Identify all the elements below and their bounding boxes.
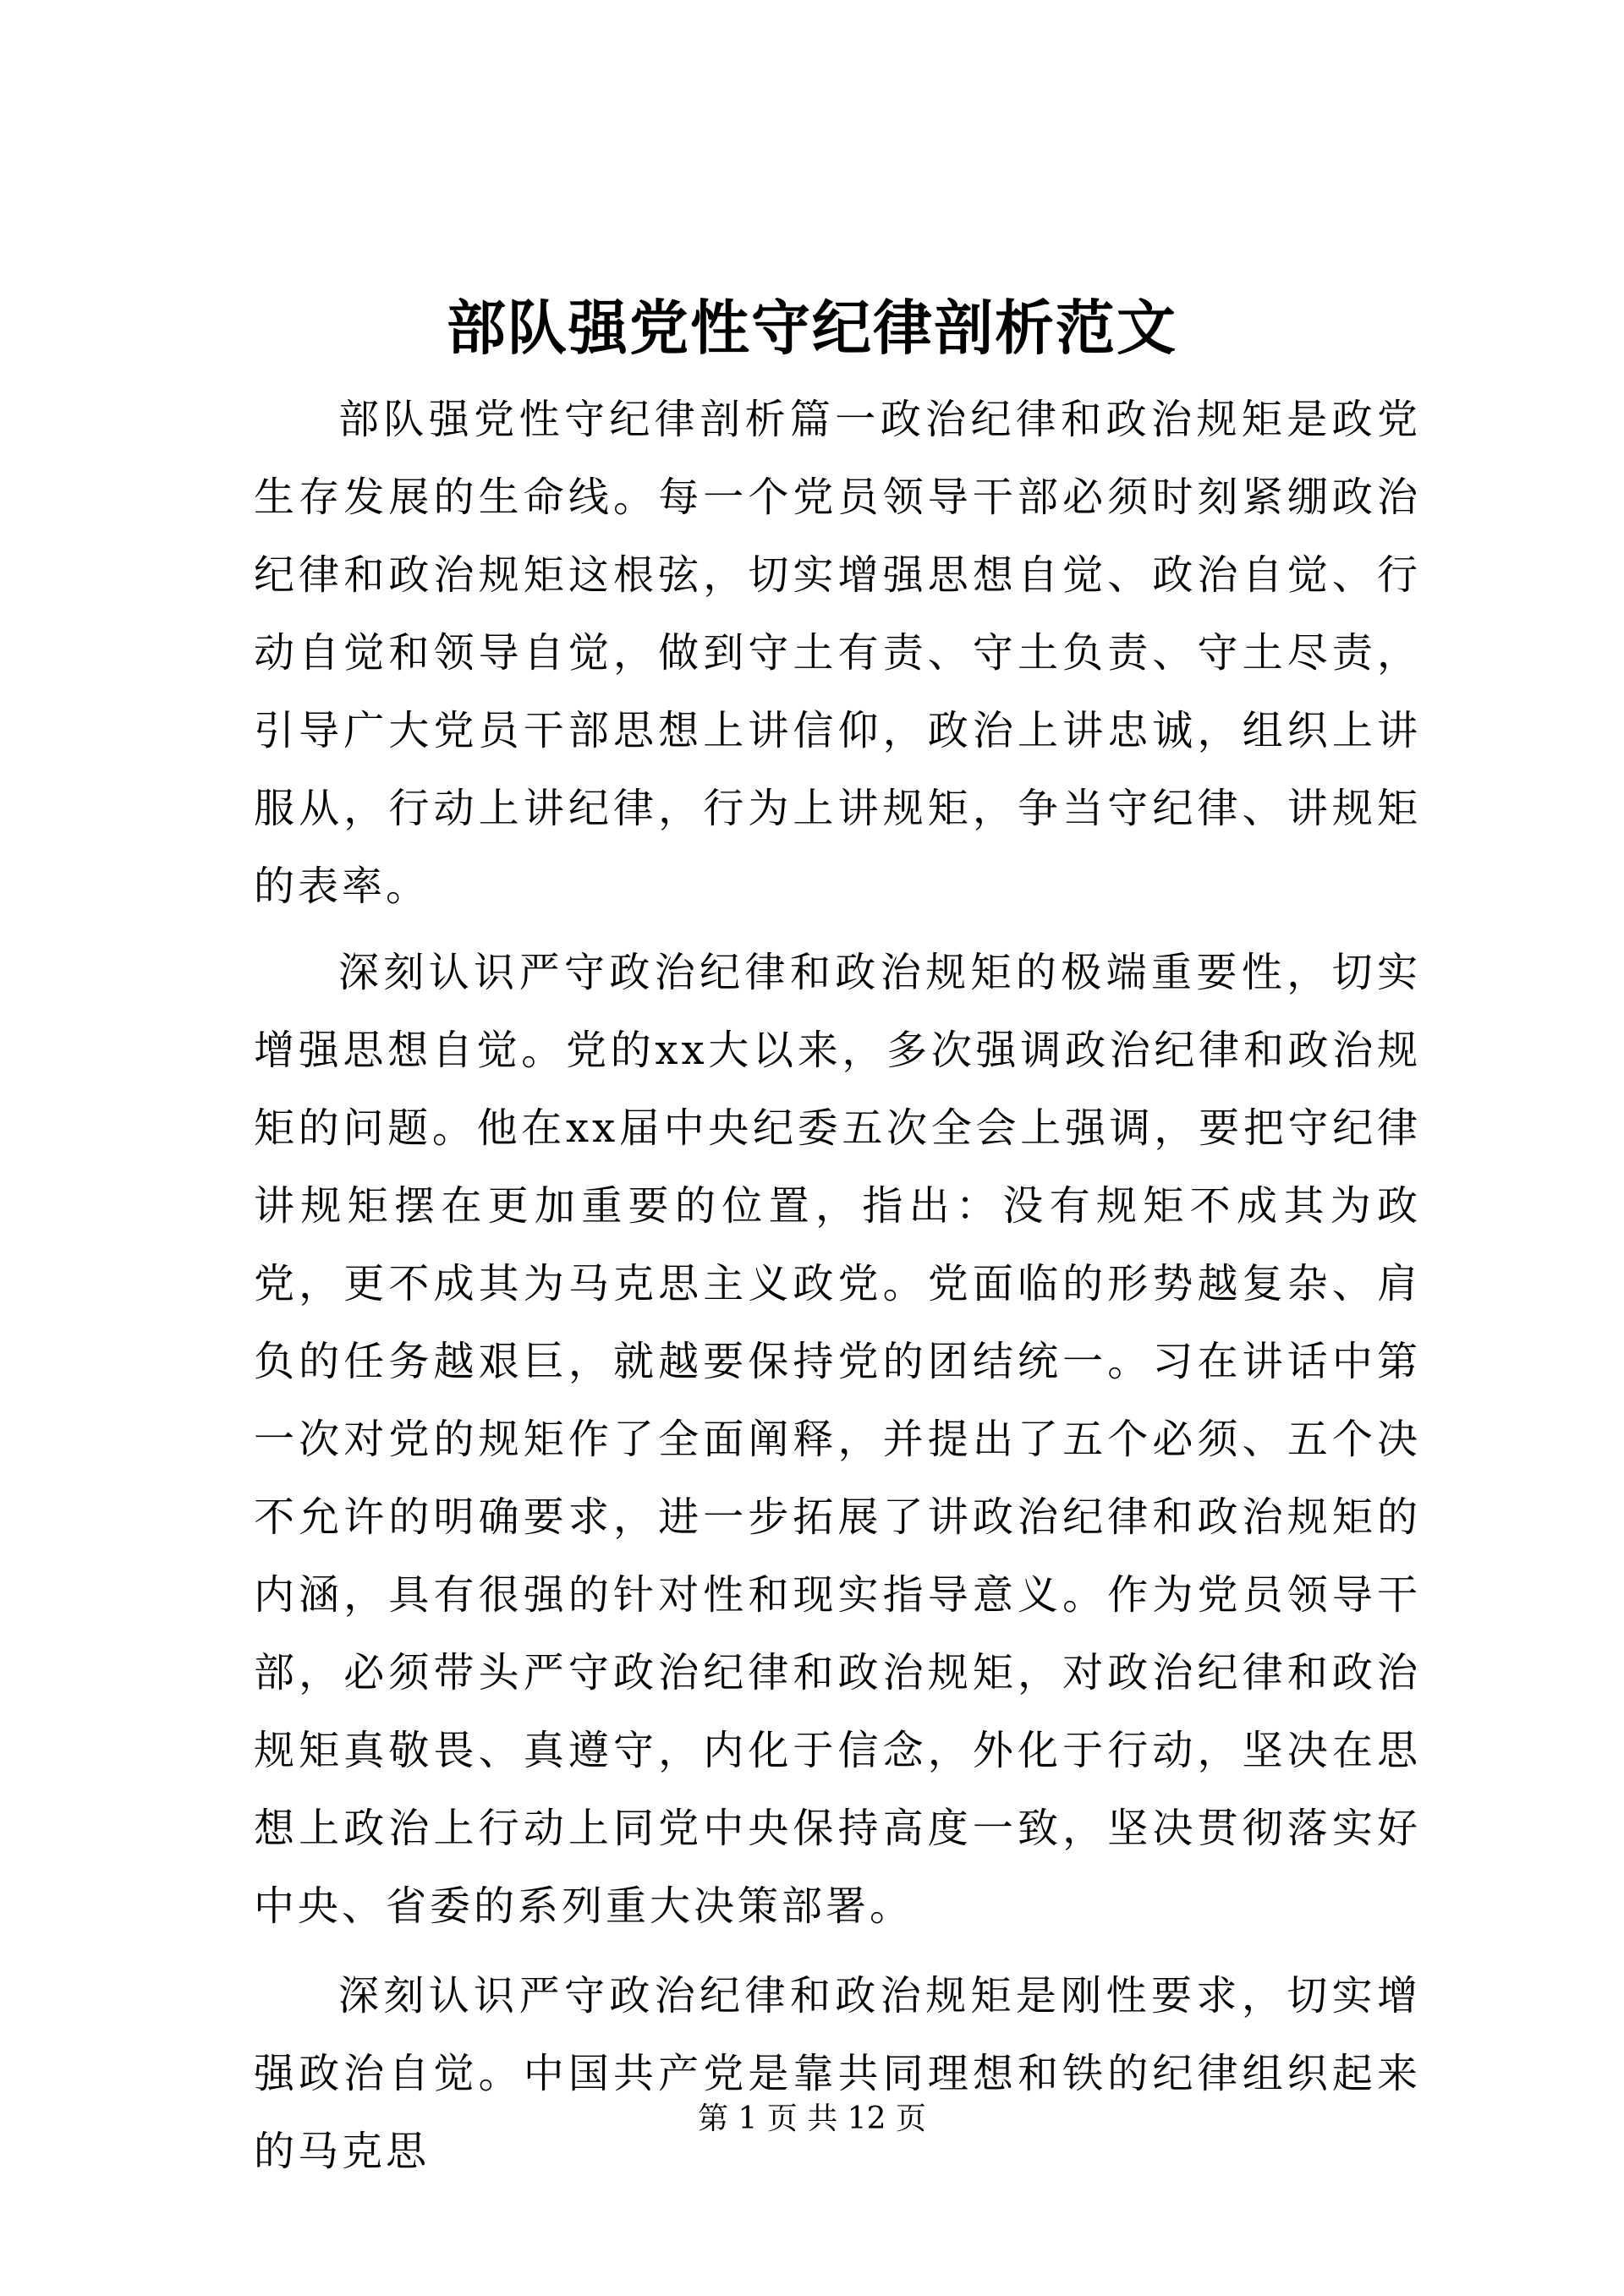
paragraph-ideological-awareness: 深刻认识严守政治纪律和政治规矩的极端重要性，切实增强思想自觉。党的xx大以来，多次强调政治纪律和政治规矩的问题。他在xx届中央纪委五次全会上强调，要把守纪律讲规矩摆在更加重要的位置，指出：没有规矩不成其为政党，更不成其为马克思主义政党。党面临的形势越复杂、肩负的任务越艰巨，就越要保持党的团结统一。习在讲话中第一次对党的规矩作了全面阐释，并提出了五个必须、五个决不允许的明确要求，进一步拓展了讲政治纪律和政治规矩的内涵，具有很强的针对性和现实指导意义。作为党员领导干部，必须带头严守政治纪律和政治规矩，对政治纪律和政治规矩真敬畏、真遵守，内化于信念，外化于行动，坚决在思想上政治上行动上同党中央保持高度一致，坚决贯彻落实好中央、省委的系列重大决策部署。 (254, 949, 1421, 1930)
paragraph-political-awareness: 深刻认识严守政治纪律和政治规矩是刚性要求，切实增强政治自觉。中国共产党是靠共同理想和铁的纪律组织起来的马克思 (254, 1972, 1421, 2175)
document-title: 部队强党性守纪律剖析范文 (447, 293, 1177, 363)
paragraph-intro: 部队强党性守纪律剖析篇一政治纪律和政治规矩是政党生存发展的生命线。每一个党员领导干部必须时刻紧绷政治纪律和政治规矩这根弦，切实增强思想自觉、政治自觉、行动自觉和领导自觉，做到守土有责、守土负责、守土尽责，引导广大党员干部思想上讲信仰，政治上讲忠诚，组织上讲服从，行动上讲纪律，行为上讲规矩，争当守纪律、讲规矩的表率。 (254, 396, 1421, 910)
page-number-footer: 第 1 页 共 12 页 (698, 2101, 926, 2136)
document-body (254, 381, 1421, 2190)
